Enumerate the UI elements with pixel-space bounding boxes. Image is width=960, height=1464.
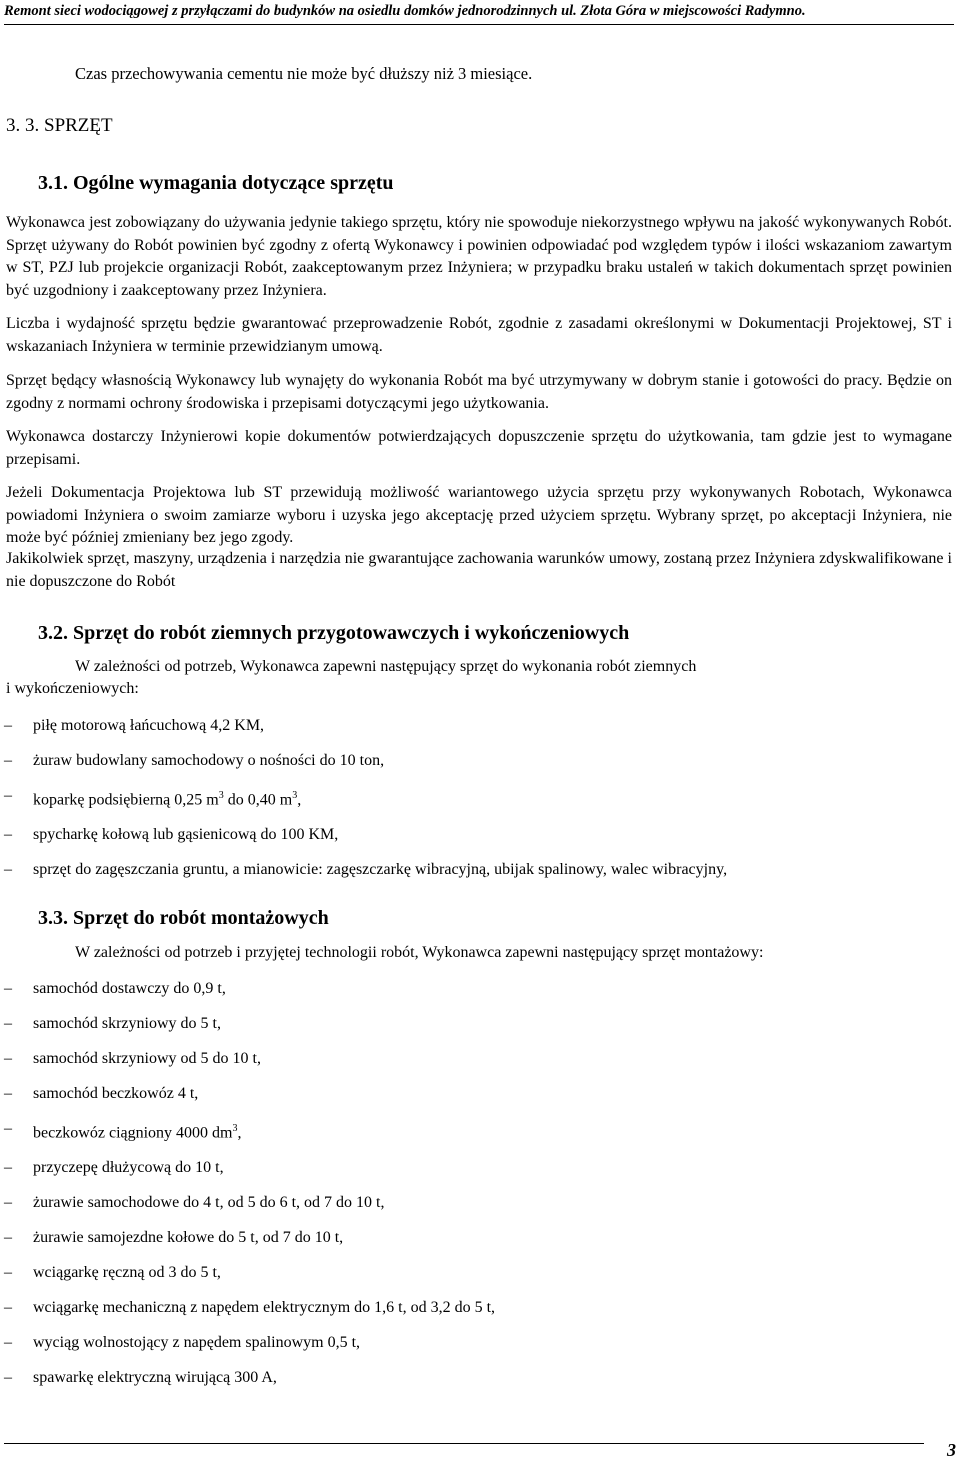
list-item	[0, 751, 727, 771]
list-item-text: wciągarkę ręczną od 3 do 5 t,	[33, 1264, 221, 1282]
list-item-text: piłę motorową łańcuchową 4,2 KM,	[33, 717, 265, 734]
list-item	[0, 1119, 495, 1143]
section-3-3-title: 3.3. Sprzęt do robót montażowych	[38, 907, 329, 929]
list-item	[0, 1333, 495, 1353]
dash: –	[4, 1194, 12, 1212]
dash: –	[4, 1120, 12, 1137]
dash: –	[4, 826, 12, 844]
dash: –	[4, 861, 12, 879]
dash: –	[4, 752, 12, 769]
list-item-text: żurawie samojezdne kołowe do 5 t, od 7 do 10 t,	[33, 1229, 344, 1247]
koparka-sup1: 3	[218, 790, 224, 801]
list-item	[0, 1158, 495, 1178]
dash: –	[4, 1050, 12, 1067]
list-item-text: wyciąg wolnostojący z napędem spalinowym 0,5 t,	[33, 1334, 361, 1352]
dash: –	[4, 980, 12, 997]
koparka-text-c: ,	[297, 791, 302, 809]
list-item	[0, 979, 495, 999]
page-number: 3	[947, 1440, 956, 1460]
dash: –	[4, 1229, 12, 1247]
equipment-list-earthworks	[0, 716, 727, 880]
dash: –	[4, 1264, 12, 1282]
paragraph-4: Wykonawca dostarczy Inżynierowi kopie dokumentów potwierdzających dopuszczenie sprzętu do użytkowania, tam gdzie jest to wymagane przepisami.	[6, 428, 952, 468]
list-item	[0, 786, 727, 810]
list-item-text: samochód beczkowóz 4 t,	[33, 1085, 199, 1102]
paragraph-6: Jakikolwiek sprzęt, maszyny, urządzenia i narzędzia nie gwarantujące zachowania warunków umowy, zostaną przez Inżyniera zdyskwalifikowane i nie dopuszczone do Robót	[6, 550, 952, 590]
list-item	[0, 1228, 495, 1248]
list-item	[0, 860, 727, 880]
equipment-list-assembly	[0, 979, 495, 1388]
dash: –	[4, 1015, 12, 1032]
section-3-1-title: 3.1. Ogólne wymagania dotyczące sprzętu	[38, 172, 394, 194]
list-item	[0, 1014, 495, 1034]
list-item	[0, 1263, 495, 1283]
beczkowoz-text-b: ,	[237, 1124, 242, 1142]
paragraph-2: Liczba i wydajność sprzętu będzie gwarantować przeprowadzenie Robót, zgodnie z zasadami określonymi w Dokumentacji Projektowej, ST i wskazaniach Inżyniera w terminie przewidzianym umową.	[6, 315, 952, 355]
list-item-text: wciągarkę mechaniczną z napędem elektrycznym do 1,6 t, od 3,2 do 5 t,	[33, 1299, 496, 1317]
koparka-text-a: koparkę podsiębierną 0,25 m	[33, 791, 219, 809]
dash: –	[4, 1299, 12, 1317]
list-item	[0, 1298, 495, 1318]
beczkowoz-sup: 3	[232, 1123, 238, 1134]
list-item-text: spycharkę kołową lub gąsienicową do 100 KM,	[33, 826, 339, 844]
dash: –	[4, 787, 12, 804]
section-title: 3. 3. SPRZĘT	[6, 115, 113, 136]
paragraph-3: Sprzęt będący własnością Wykonawcy lub wynajęty do wykonania Robót ma być utrzymywany w dobrym stanie i gotowości do pracy. Będzie on zgodny z normami ochrony środowiska i przepisami dotyczącymi jego użytkowania.	[6, 372, 952, 412]
footer-divider	[4, 1443, 924, 1444]
dash: –	[4, 1159, 12, 1177]
section-3-2-intro-line2: i wykończeniowych:	[6, 680, 139, 697]
koparka-sup2: 3	[292, 790, 298, 801]
section-3-3-intro: W zależności od potrzeb i przyjętej technologii robót, Wykonawca zapewni następujący sprzęt montażowy:	[75, 944, 764, 961]
list-item-text: samochód skrzyniowy do 5 t,	[33, 1015, 221, 1032]
list-item	[0, 825, 727, 845]
page-header: Remont sieci wodociągowej z przyłączami do budynków na osiedlu domków jednorodzinnych ul. Złota Góra w miejscowości Radymno.	[4, 2, 954, 25]
section-3-2-intro-line1: W zależności od potrzeb, Wykonawca zapewni następujący sprzęt do wykonania robót ziemnych	[75, 658, 697, 675]
list-item	[0, 716, 727, 736]
cement-note: Czas przechowywania cementu nie może być dłuższy niż 3 miesiące.	[75, 64, 533, 83]
list-item-text: samochód dostawczy do 0,9 t,	[33, 980, 226, 997]
beczkowoz-text-a: beczkowóz ciągniony 4000 dm	[33, 1124, 233, 1142]
paragraph-1: Wykonawca jest zobowiązany do używania jedynie takiego sprzętu, który nie spowoduje niekorzystnego wpływu na jakość wykonywanych Robót. Sprzęt używany do Robót powinien być zgodny z ofertą Wykonawcy i powinien odpowiadać pod względem typów i ilości wskazaniom zawartym w ST, PZJ lub projekcie organizacji Robót, zaakceptowanym przez Inżyniera; w przypadku braku ustaleń w takich dokumentach sprzęt powinien być uzgodniony i zaakceptowany przez Inżyniera.	[6, 214, 952, 299]
list-item	[0, 1193, 495, 1213]
section-3-2-title: 3.2. Sprzęt do robót ziemnych przygotowawczych i wykończeniowych	[38, 622, 630, 644]
list-item-text: żurawie samochodowe do 4 t, od 5 do 6 t, od 7 do 10 t,	[33, 1194, 385, 1212]
dash: –	[4, 1369, 12, 1387]
list-item	[0, 1368, 495, 1388]
koparka-text-b: do 0,40 m	[223, 791, 293, 809]
dash: –	[4, 1085, 12, 1102]
list-item-text: spawarkę elektryczną wirującą 300 A,	[33, 1369, 277, 1387]
list-item-text: samochód skrzyniowy od 5 do 10 t,	[33, 1050, 261, 1067]
paragraph-5: Jeżeli Dokumentacja Projektowa lub ST przewidują możliwość wariantowego użycia sprzętu przy wykonywanych Robotach, Wykonawca powiadomi Inżyniera o swoim zamiarze wyboru i uzyska jego akceptację przed użyciem sprzętu. Wybrany sprzęt, po akceptacji Inżyniera, nie może być później zmieniany bez jego zgody.	[6, 484, 952, 546]
list-item-text: przyczepę dłużycową do 10 t,	[33, 1159, 224, 1177]
dash: –	[4, 717, 12, 734]
list-item	[0, 1049, 495, 1069]
list-item-text: sprzęt do zagęszczania gruntu, a mianowicie: zagęszczarkę wibracyjną, ubijak spalinowy, walec wibracyjny,	[33, 861, 728, 879]
list-item	[0, 1084, 495, 1104]
dash: –	[4, 1334, 12, 1352]
list-item-text: żuraw budowlany samochodowy o nośności do 10 ton,	[33, 752, 385, 769]
